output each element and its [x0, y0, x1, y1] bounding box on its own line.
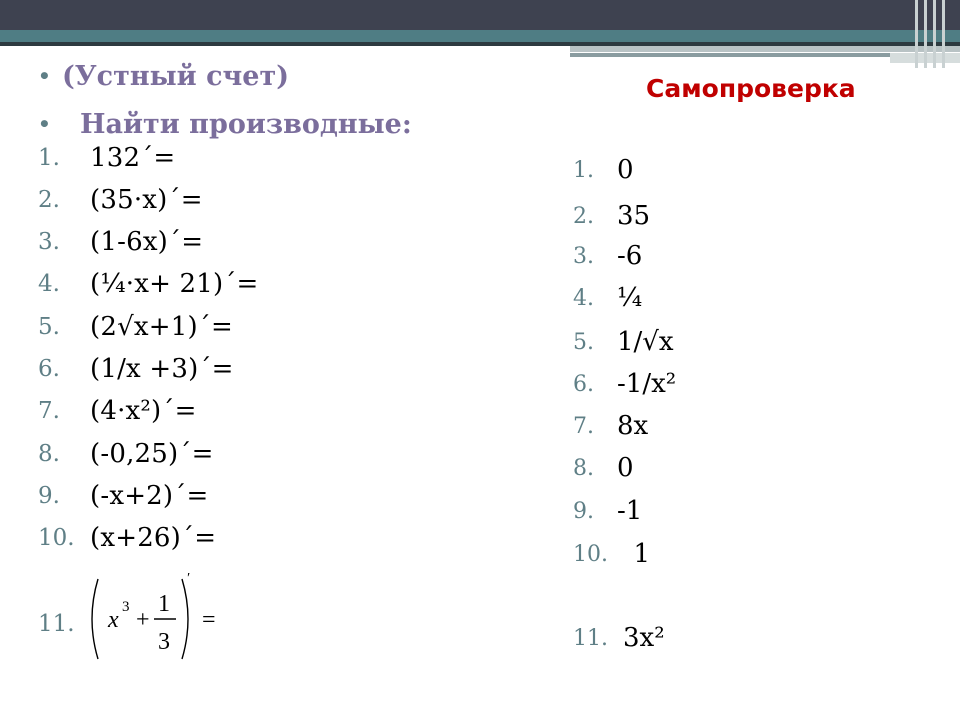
task-number: 5.: [38, 314, 60, 340]
answer-item: [573, 448, 634, 488]
task-number: 2.: [38, 187, 60, 213]
top-decor-bar: [0, 0, 960, 30]
answer-value: 1/√x: [617, 327, 674, 357]
bullet-dot-icon: •: [38, 64, 51, 88]
formula-denominator: 3: [158, 629, 170, 655]
task-number: 7.: [38, 398, 60, 424]
top-teal-band: [0, 30, 960, 42]
task-expression: (1/x +3)´=: [90, 354, 234, 384]
left-paren: [92, 579, 98, 659]
task-item: [38, 222, 203, 262]
bullet-dot-icon: •: [38, 112, 51, 136]
task-number: 6.: [38, 356, 60, 382]
task-expression: (4·x²)´=: [90, 396, 197, 426]
task-item: [38, 180, 203, 220]
answer-value: -6: [617, 241, 643, 271]
task-expression: 132´=: [90, 143, 176, 173]
answer-number: 2.: [573, 203, 594, 229]
answer-item: [573, 322, 674, 362]
task-number: 4.: [38, 271, 60, 297]
formula-numerator: 1: [158, 591, 170, 617]
answer-value: 1: [617, 539, 651, 569]
bullet-oral-count: [38, 52, 412, 100]
task-item: [38, 604, 90, 644]
task-item: [38, 434, 214, 474]
formula-prime: ′: [187, 573, 191, 587]
answer-item: [573, 196, 650, 236]
task-item: [38, 307, 233, 347]
answer-item: [573, 534, 650, 574]
answer-value: -1/x²: [617, 369, 677, 399]
answer-item: [573, 618, 665, 658]
answer-number: 1.: [573, 157, 594, 183]
task-number: 1.: [38, 145, 60, 171]
decor-strip: [570, 46, 960, 52]
decor-ticks: [915, 0, 955, 68]
formula-equals: =: [202, 607, 216, 633]
right-paren: [182, 579, 188, 659]
header-bullets: [38, 52, 412, 148]
task-number: 10.: [38, 525, 75, 551]
task-expression: (35·x)´=: [90, 185, 203, 215]
answer-number: 8.: [573, 455, 594, 481]
answer-item: [573, 236, 642, 276]
self-check-title: Самопроверка: [646, 74, 856, 103]
decor-strip: [570, 53, 890, 57]
task-expression: (2√x+1)´=: [90, 312, 233, 342]
answer-number: 5.: [573, 329, 594, 355]
task-item: [38, 349, 234, 389]
task-expression: (¼·x+ 21)´=: [90, 269, 259, 299]
answer-value: -1: [617, 496, 643, 526]
answer-number: 7.: [573, 413, 594, 439]
task-expression: (x+26)´=: [90, 523, 217, 553]
task-expression: (1-6x)´=: [90, 227, 204, 257]
answer-item: [573, 364, 676, 404]
answer-value: 0: [617, 155, 634, 185]
task-number: 9.: [38, 483, 60, 509]
answer-item: [573, 278, 642, 318]
answer-value: 3x²: [623, 623, 665, 653]
answer-number: 3.: [573, 243, 594, 269]
answer-number: 9.: [573, 498, 594, 524]
formula-11-svg: [84, 573, 234, 665]
task-item: [38, 138, 175, 178]
task-number: 11.: [38, 611, 75, 637]
answer-item: [573, 491, 642, 531]
find-derivatives-label: Найти производные:: [80, 108, 412, 140]
task-number: 8.: [38, 441, 60, 467]
formula-exponent: 3: [122, 599, 130, 615]
task-expression: (-x+2)´=: [90, 481, 209, 511]
task-item: [38, 518, 216, 558]
answer-value: 35: [617, 201, 651, 231]
task-item: [38, 264, 259, 304]
answer-value: 0: [617, 453, 634, 483]
answer-item: [573, 406, 648, 446]
task-item: [38, 391, 197, 431]
formula-11: [84, 573, 234, 665]
answer-number: 10.: [573, 541, 608, 567]
formula-base: x: [108, 607, 119, 633]
formula-plus: +: [136, 607, 150, 633]
task-number: 3.: [38, 229, 60, 255]
answer-number: 11.: [573, 625, 608, 651]
answer-item: [573, 150, 634, 190]
answer-number: 4.: [573, 285, 594, 311]
answer-number: 6.: [573, 371, 594, 397]
task-expression: (-0,25)´=: [90, 439, 214, 469]
answer-value: 8x: [617, 411, 649, 441]
oral-count-label: (Устный счет): [62, 60, 289, 92]
task-item: [38, 476, 208, 516]
answer-value: ¼: [617, 283, 643, 313]
